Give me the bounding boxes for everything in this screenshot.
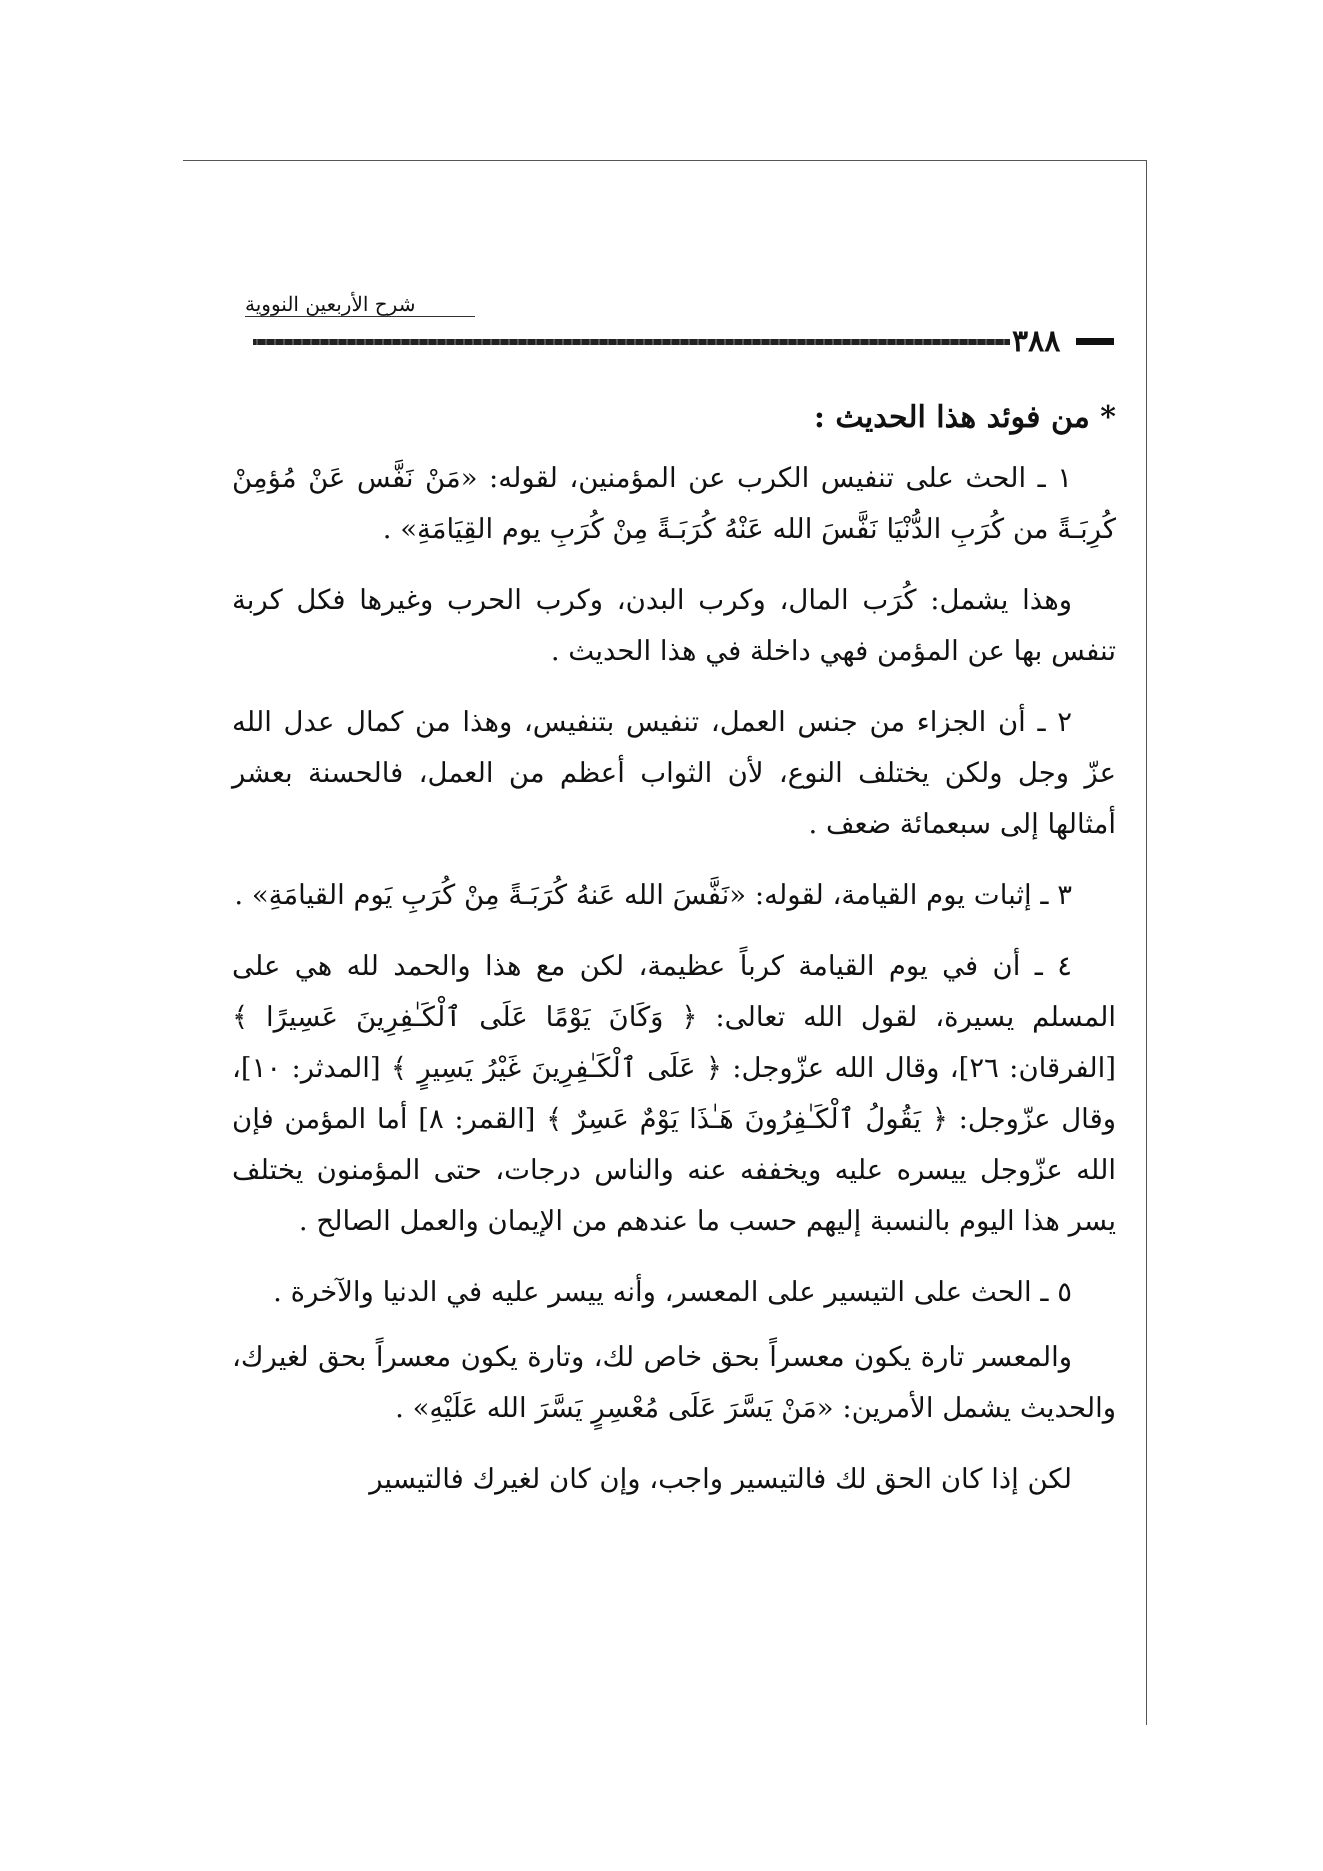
- paragraph-8: لكن إذا كان الحق لك فالتيسير واجب، وإن كان لغيرك فالتيسير: [369, 1463, 1072, 1495]
- paragraph-1: ١ ـ الحث على تنفيس الكرب عن المؤمنين، لقوله: «مَنْ نَفَّس عَنْ مُؤمِنْ كُرِبَـةً من كُرَبِ الدُّنْيَا نَفَّسَ الله عَنْهُ كُرَبَـةً مِنْ كُرَبِ يوم القِيَامَةِ» .: [232, 462, 1116, 545]
- crop-mark-top: [183, 160, 1146, 161]
- paragraph-6: ٥ ـ الحث على التيسير على المعسر، وأنه ييسر عليه في الدنيا والآخرة .: [273, 1276, 1072, 1308]
- crop-mark-right: [1146, 160, 1147, 1725]
- header-rule-end: [1076, 338, 1114, 345]
- header-rule: [253, 339, 1010, 345]
- running-title: شرح الأربعين النووية: [245, 292, 475, 317]
- page-number: ٣٨٨: [1012, 324, 1061, 359]
- paragraph-3: ٢ ـ أن الجزاء من جنس العمل، تنفيس بتنفيس، وهذا من كمال عدل الله عزّ وجل ولكن يختلف النوع، لأن الثواب أعظم من العمل، فالحسنة بعشر أمثالها إلى سبعمائة ضعف .: [232, 706, 1116, 840]
- paragraph-5: ٤ ـ أن في يوم القيامة كرباً عظيمة، لكن مع هذا والحمد لله هي على المسلم يسيرة، لقول الله تعالى: ﴿ وَكَانَ يَوْمًا عَلَى ٱلْكَـٰفِرِينَ عَسِيرًا ﴾ [الفرقان: ٢٦]، وقال الله عزّوجل: ﴿ عَلَى ٱلْكَـٰفِرِينَ غَيْرُ يَسِيرٍ ﴾ [المدثر: ١٠]، وقال عزّوجل: ﴿ يَقُولُ ٱلْكَـٰفِرُونَ هَـٰذَا يَوْمٌ عَسِرٌ ﴾ [القمر: ٨] أما المؤمن فإن الله عزّوجل ييسره عليه ويخففه عنه والناس درجات، حتى المؤمنون يختلف يسر هذا اليوم بالنسبة إليهم حسب ما عندهم من الإيمان والعمل الصالح .: [232, 950, 1117, 1237]
- page-body: [232, 395, 1116, 1525]
- paragraph-2: وهذا يشمل: كُرَب المال، وكرب البدن، وكرب الحرب وغيرها فكل كربة تنفس بها عن المؤمن فهي داخلة في هذا الحديث .: [232, 584, 1116, 667]
- section-heading: * من فوئد هذا الحديث :: [813, 400, 1116, 435]
- paragraph-4: ٣ ـ إثبات يوم القيامة، لقوله: «نَفَّسَ الله عَنهُ كُرَبَـةً مِنْ كُرَبِ يَوم القيامَةِ» .: [234, 879, 1072, 911]
- paragraph-7: والمعسر تارة يكون معسراً بحق خاص لك، وتارة يكون معسراً بحق لغيرك، والحديث يشمل الأمرين: «مَنْ يَسَّرَ عَلَى مُعْسِرٍ يَسَّرَ الله عَلَيْهِ» .: [232, 1341, 1116, 1424]
